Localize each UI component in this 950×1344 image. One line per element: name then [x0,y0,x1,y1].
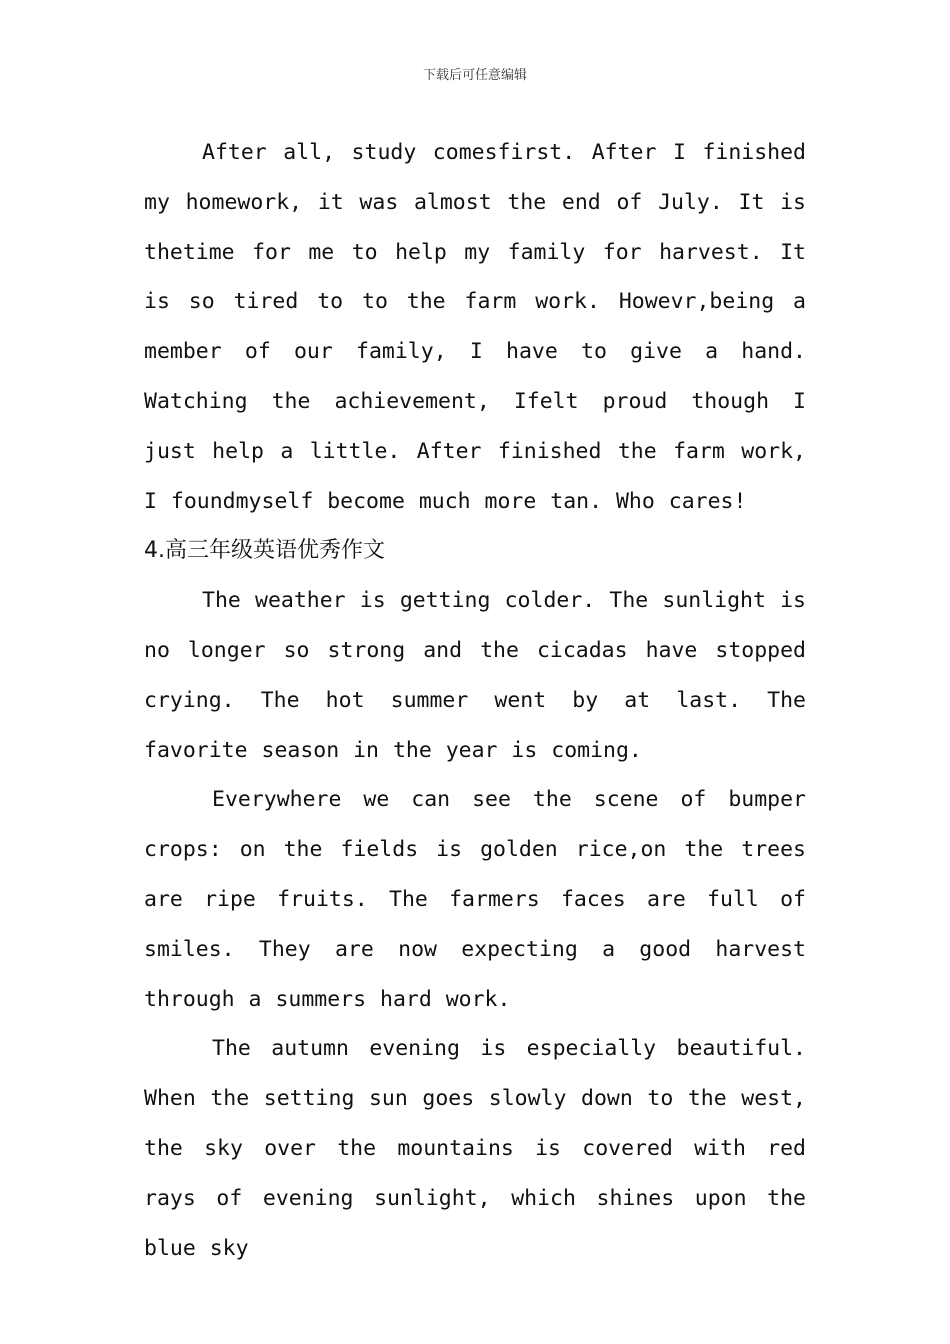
document-body [144,128,806,1273]
section-heading-4: 4.高三年级英语优秀作文 [144,538,385,564]
page-header: 下载后可任意编辑 [422,68,527,83]
paragraph-1: After all, study comesfirst. After I finished my homework, it was almost the end of July. It is thetime for me to help my family for harvest. It is so tired to to the farm work. Howevr,being a member of our family, I have to give a hand. Watching the achievement, Ifelt proud though I just help a little. After finished the farm work, I foundmyself become much more tan. Who cares! [144,140,806,514]
paragraph-3: Everywhere we can see the scene of bumper crops: on the fields is golden rice,on the trees are ripe fruits. The farmers faces are full of smiles. They are now expecting a good harvest through a summers hard work. [144,787,806,1012]
paragraph-2: The weather is getting colder. The sunlight is no longer so strong and the cicadas have stopped crying. The hot summer went by at last. The favorite season in the year is coming. [144,588,806,763]
paragraph-4: The autumn evening is especially beautiful. When the setting sun goes slowly down to the west, the sky over the mountains is covered with red rays of evening sunlight, which shines upon the blue sky [144,1036,806,1261]
